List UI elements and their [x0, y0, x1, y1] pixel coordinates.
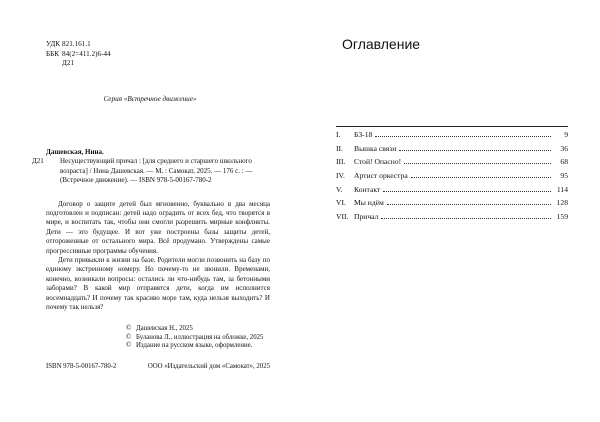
- copyright-symbol: ©: [126, 333, 132, 341]
- copyright-line: [126, 325, 270, 334]
- bibliographic-text: Несуществующий причал : [для среднего и старшего школьного возраста] / Нина Дашевская. — М. : Самокат, 2025. — 176 с. : — (Встречное движение). — ISBN 978-5-00167-780-2: [60, 157, 253, 185]
- annotation: [46, 200, 270, 313]
- toc-entry[interactable]: [336, 185, 568, 199]
- udk-line: [46, 40, 111, 50]
- bbk-line: [46, 50, 111, 60]
- chapter-number: IV.: [336, 171, 345, 181]
- copyright-text: Издание на русском языке, оформление.: [136, 342, 253, 350]
- chapter-page: 36: [560, 143, 568, 153]
- copyright-line: [126, 334, 270, 343]
- annotation-paragraph: Договор о защите детей был мгновенно, буквально в два месяца подготовлен и подписан: детей надо оградить от всех бед, что творятся в мире, и воспитать так, чтобы они смогли разрешить мирные конфликты. Дети — это будущее. И вот уже построены базы защиты детей, отгороженные от остального мира. Всё продумано. Утверждены самые прогрессивные программы обучения.: [46, 199, 270, 255]
- annotation-paragraph: Дети привыкли к жизни на базе. Родители могли позвонить на базу по единому экстренному номеру. Но почему-то не звонили. Временами, конечно, возникали вопросы: остались ли что-нибудь там, за бетонными заборами? В какой мир отправятся дети, когда им исполнится восемнадцать? И почему так красиво море там, куда нельзя выходить? И почему так нельзя?: [46, 256, 270, 312]
- copyright-symbol: ©: [126, 342, 132, 350]
- chapter-number: VI.: [336, 198, 346, 208]
- author-name: Дашевская, Нина.: [46, 148, 104, 156]
- author-sign-value: Д21: [62, 59, 75, 68]
- isbn: ISBN 978-5-00167-780-2: [46, 363, 117, 370]
- chapter-title: Стой! Опасно!: [354, 157, 402, 167]
- chapter-number: III.: [336, 157, 346, 167]
- copyright-line: [126, 342, 270, 351]
- copyright-lines: [126, 325, 270, 351]
- dot-leader: [381, 218, 551, 219]
- udk-key: УДК: [46, 40, 61, 48]
- bbk-key: ББК: [46, 49, 60, 58]
- chapter-page: 95: [560, 171, 568, 181]
- chapter-page: 128: [556, 198, 568, 208]
- chapter-title: Мы идём: [354, 198, 384, 208]
- chapter-page: 159: [556, 212, 568, 222]
- chapter-title: БЗ-18: [354, 130, 373, 139]
- chapter-number: II.: [336, 143, 343, 153]
- udk-value: 821.161.1: [62, 40, 91, 48]
- copyright-symbol: ©: [126, 325, 132, 332]
- publisher-copyright: ООО «Издательский дом «Самокат», 2025: [147, 363, 270, 370]
- chapter-title: Причал: [354, 212, 379, 222]
- copyright-block: [46, 325, 270, 370]
- contents-title: Оглавление: [342, 36, 421, 52]
- chapter-title: Вышка связи: [354, 143, 397, 153]
- toc-entry[interactable]: [336, 198, 568, 212]
- toc-entry[interactable]: [336, 171, 568, 185]
- dot-leader: [387, 204, 551, 205]
- dot-leader: [399, 150, 551, 151]
- chapter-page: 9: [564, 130, 568, 139]
- copyright-text: Буланова Л., иллюстрация на обложке, 2025: [136, 333, 264, 341]
- chapter-page: 68: [560, 157, 568, 167]
- bbk-value: 84(2=411.2)6-44: [62, 49, 111, 58]
- chapter-number: V.: [336, 184, 343, 194]
- toc-entry[interactable]: [336, 212, 568, 226]
- copyright-text: Дашевская Н., 2025: [136, 325, 193, 332]
- author-code: Д21: [32, 157, 44, 166]
- dot-leader: [375, 136, 551, 137]
- toc-rule: [336, 126, 568, 127]
- contents-page: [300, 0, 600, 422]
- chapter-title: Артист оркестра: [354, 171, 408, 181]
- series-name: Серия «Встречное движение»: [103, 95, 197, 103]
- isbn-row: [46, 363, 270, 372]
- author-sign-line: [46, 59, 111, 69]
- toc-entry[interactable]: [336, 157, 568, 171]
- dot-leader: [411, 177, 551, 178]
- dot-leader: [383, 191, 551, 192]
- toc-entry[interactable]: [336, 144, 568, 158]
- table-of-contents: [336, 126, 568, 226]
- chapter-number: VII.: [336, 212, 349, 222]
- toc-entry[interactable]: [336, 130, 568, 144]
- chapter-page: 114: [556, 184, 568, 194]
- chapter-number: I.: [336, 130, 341, 139]
- chapter-title: Контакт: [354, 184, 381, 194]
- catalog-entry: [32, 148, 270, 313]
- dot-leader: [404, 163, 551, 164]
- classification-codes: [46, 40, 111, 69]
- bibliographic-record: [32, 157, 270, 185]
